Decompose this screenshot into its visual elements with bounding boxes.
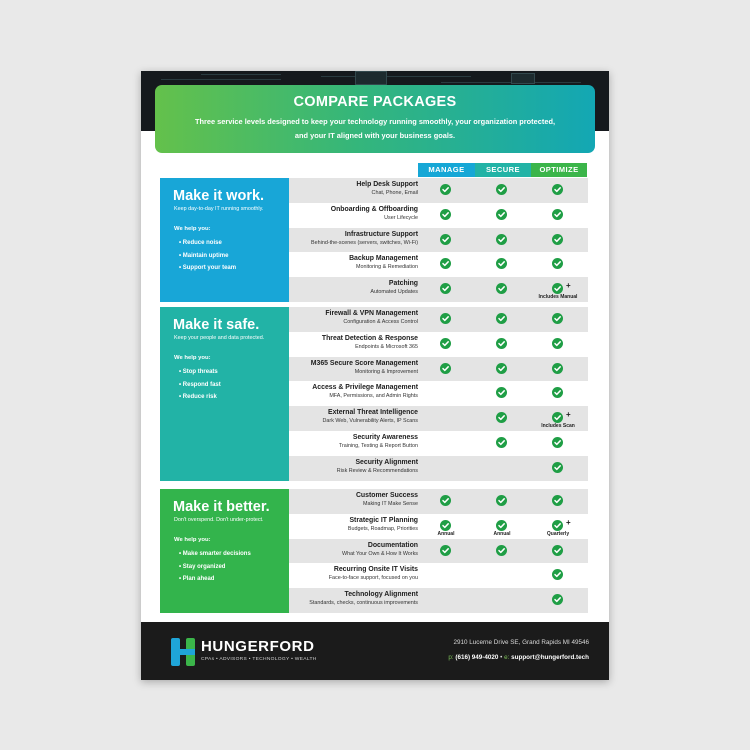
package-cell	[530, 489, 586, 513]
cell-note: Quarterly	[546, 530, 570, 537]
package-cell	[418, 381, 474, 405]
header-subtitle-line: and your IT aligned with your business goals.	[294, 131, 456, 140]
service-description: Monitoring & Remediation	[355, 264, 418, 271]
package-cell	[474, 588, 530, 612]
check-icon	[552, 258, 563, 269]
package-cell	[530, 406, 586, 430]
service-description: Budgets, Roadmap, Priorities	[347, 525, 418, 532]
package-cell	[418, 228, 474, 252]
plus-icon: +	[566, 410, 571, 420]
service-label	[268, 279, 418, 297]
service-row	[289, 588, 588, 613]
service-row	[289, 277, 588, 302]
service-name: Strategic IT Planning	[349, 516, 418, 524]
service-description: Making IT Make Sense	[362, 501, 418, 507]
package-cell	[418, 563, 474, 587]
service-label	[268, 433, 418, 451]
check-icon	[440, 258, 451, 269]
check-icon	[552, 234, 563, 245]
check-icon	[552, 462, 563, 473]
hungerford-logo-icon	[171, 638, 195, 666]
service-name: Documentation	[367, 541, 418, 549]
package-cell	[474, 489, 530, 513]
header-banner	[155, 85, 595, 153]
package-cell	[474, 332, 530, 356]
service-label	[268, 458, 418, 476]
service-name: Threat Detection & Response	[321, 334, 418, 342]
service-label	[268, 590, 418, 608]
service-description: Behind-the-scenes (servers, switches, Wi-Fi)	[311, 239, 418, 246]
benefit-item: • Maintain uptime	[179, 252, 229, 259]
package-cell	[530, 178, 586, 202]
cell-note: Includes Manual	[538, 294, 578, 301]
package-cell	[418, 277, 474, 301]
package-cell	[474, 178, 530, 202]
check-icon	[440, 209, 451, 220]
benefit-item: • Plan ahead	[179, 576, 215, 583]
check-icon	[552, 437, 563, 448]
check-icon	[552, 520, 563, 531]
service-row	[289, 252, 588, 277]
check-icon	[496, 184, 507, 195]
comparison-sheet	[141, 71, 609, 680]
service-row	[289, 456, 588, 481]
cell-note: Includes Scan	[541, 423, 575, 430]
check-icon	[552, 209, 563, 220]
service-label	[268, 309, 418, 327]
package-cell	[418, 203, 474, 227]
package-cell	[418, 178, 474, 202]
check-icon	[496, 363, 507, 374]
check-icon	[496, 520, 507, 531]
package-header-secure: SECURE	[475, 163, 531, 177]
package-cell	[530, 357, 586, 381]
package-cell	[530, 277, 586, 301]
section-title: Make it better.	[173, 499, 270, 515]
phone-label: p:	[448, 654, 454, 661]
package-cell	[474, 228, 530, 252]
service-name: Backup Management	[349, 255, 418, 263]
check-icon	[552, 313, 563, 324]
service-name: External Threat Intelligence	[328, 409, 418, 417]
package-cell	[418, 307, 474, 331]
service-name: Access & Privilege Management	[312, 384, 418, 392]
service-name: M365 Secure Score Management	[310, 359, 418, 367]
check-icon	[496, 338, 507, 349]
benefit-item: • Make smarter decisions	[179, 551, 251, 557]
service-label	[268, 254, 418, 272]
service-row	[289, 307, 588, 332]
service-description: Risk Review & Recommendations	[336, 467, 418, 474]
check-icon	[552, 338, 563, 349]
service-name: Security Awareness	[352, 433, 418, 441]
section-subtitle: Don't overspend. Don't under-protect.	[174, 517, 264, 523]
cell-note: Annual	[493, 530, 511, 537]
check-icon	[552, 412, 563, 423]
service-label	[268, 180, 418, 198]
check-icon	[496, 437, 507, 448]
service-label	[268, 541, 418, 559]
package-cell	[474, 357, 530, 381]
package-cell	[530, 456, 586, 480]
package-cell	[418, 588, 474, 612]
service-row	[289, 357, 588, 382]
section-title: Make it safe.	[173, 317, 260, 333]
check-icon	[496, 283, 507, 294]
package-cell	[530, 588, 586, 612]
service-label	[268, 516, 418, 534]
service-description: Standards, checks, continuous improvements	[309, 600, 418, 607]
check-icon	[440, 338, 451, 349]
service-row	[289, 381, 588, 406]
package-header-manage: MANAGE	[418, 163, 475, 177]
service-row	[289, 228, 588, 253]
service-name: Security Alignment	[355, 458, 418, 466]
check-icon	[440, 283, 451, 294]
package-cell	[530, 332, 586, 356]
section-subtitle: Keep your people and data protected.	[174, 335, 265, 341]
service-description: What Your Own & How It Works	[342, 550, 418, 557]
service-label	[268, 205, 418, 223]
service-label	[268, 383, 418, 401]
service-label	[268, 408, 418, 426]
brand-name: HUNGERFORD	[201, 638, 315, 655]
check-icon	[440, 495, 451, 506]
check-icon	[440, 545, 451, 556]
package-cell	[418, 539, 474, 563]
check-icon	[440, 363, 451, 374]
service-description: Chat, Phone, Email	[371, 190, 418, 196]
service-row	[289, 539, 588, 564]
service-label	[268, 334, 418, 352]
package-cell	[418, 332, 474, 356]
service-description: Endpoints & Microsoft 365	[355, 343, 418, 350]
package-cell	[474, 406, 530, 430]
benefit-item: • Reduce risk	[179, 394, 217, 401]
service-label	[268, 491, 418, 509]
package-cell	[418, 357, 474, 381]
check-icon	[552, 184, 563, 195]
page-title: COMPARE PACKAGES	[293, 94, 457, 110]
check-icon	[552, 387, 563, 398]
check-icon	[440, 234, 451, 245]
benefit-item: • Support your team	[179, 265, 237, 272]
package-cell	[474, 514, 530, 538]
service-name: Firewall & VPN Management	[325, 310, 418, 317]
header-subtitle-line: Three service levels designed to keep your technology running smoothly, your organization protected,	[194, 117, 556, 126]
check-icon	[552, 495, 563, 506]
package-cell	[474, 456, 530, 480]
service-name: Infrastructure Support	[344, 230, 418, 238]
service-row	[289, 489, 588, 514]
package-cell	[418, 252, 474, 276]
service-rows	[289, 489, 588, 613]
section-help-label: We help you:	[174, 355, 211, 361]
service-label	[268, 565, 418, 583]
service-description: Face-to-face support, focused on you	[328, 575, 418, 582]
benefit-item: • Respond fast	[179, 381, 221, 388]
service-description: Automated Updates	[370, 289, 418, 296]
service-description: User Lifecycle	[384, 214, 418, 221]
contact-separator: •	[500, 654, 503, 661]
package-headers	[418, 163, 587, 177]
package-cell	[530, 514, 586, 538]
section-help-label: We help you:	[174, 226, 211, 232]
service-name: Patching	[388, 280, 418, 288]
service-row	[289, 406, 588, 431]
service-description: MFA, Permissions, and Admin Rights	[329, 393, 418, 400]
email-address[interactable]: support@hungerford.tech	[511, 654, 589, 661]
check-icon	[496, 313, 507, 324]
section-title: Make it work.	[173, 188, 265, 204]
service-name: Onboarding & Offboarding	[330, 205, 418, 213]
package-cell	[474, 252, 530, 276]
package-cell	[530, 228, 586, 252]
package-cell	[474, 277, 530, 301]
benefit-item: • Stay organized	[179, 563, 226, 570]
check-icon	[552, 363, 563, 374]
service-rows	[289, 307, 588, 481]
package-cell	[530, 307, 586, 331]
footer-address: 2910 Lucerne Drive SE, Grand Rapids MI 49546	[453, 639, 589, 646]
service-row	[289, 431, 588, 456]
package-cell	[530, 203, 586, 227]
plus-icon: +	[566, 517, 571, 527]
check-icon	[552, 545, 563, 556]
check-icon	[440, 184, 451, 195]
package-cell	[474, 431, 530, 455]
package-cell	[474, 539, 530, 563]
service-row	[289, 203, 588, 228]
email-label: e:	[504, 654, 510, 661]
footer	[141, 622, 609, 680]
service-description: Dark Web, Vulnerability Alerts, IP Scans	[322, 418, 418, 425]
check-icon	[440, 520, 451, 531]
package-cell	[474, 563, 530, 587]
phone-number: (616) 949-4020	[455, 654, 499, 661]
service-label	[268, 359, 418, 377]
check-icon	[496, 412, 507, 423]
section-help-label: We help you:	[174, 537, 211, 543]
cell-note: Annual	[437, 530, 455, 537]
package-cell	[418, 431, 474, 455]
package-cell	[530, 381, 586, 405]
footer-contact	[448, 654, 589, 661]
service-row	[289, 563, 588, 588]
check-icon	[496, 545, 507, 556]
section-subtitle: Keep day-to-day IT running smoothly.	[174, 206, 264, 212]
package-cell	[474, 307, 530, 331]
service-description: Monitoring & Improvement	[354, 368, 418, 375]
package-cell	[474, 381, 530, 405]
service-name: Help Desk Support	[356, 181, 418, 188]
plus-icon: +	[566, 281, 571, 291]
service-name: Customer Success	[355, 492, 418, 499]
check-icon	[496, 234, 507, 245]
check-icon	[496, 209, 507, 220]
package-header-optimize: OPTIMIZE	[531, 163, 587, 177]
brand-tagline: CPAs • ADVISORS • TECHNOLOGY • WEALTH	[201, 657, 317, 662]
service-description: Configuration & Access Control	[343, 319, 418, 325]
package-cell	[530, 539, 586, 563]
package-cell	[418, 514, 474, 538]
benefit-item: • Reduce noise	[179, 240, 222, 246]
package-cell	[530, 431, 586, 455]
check-icon	[552, 569, 563, 580]
check-icon	[552, 594, 563, 605]
service-row	[289, 514, 588, 539]
check-icon	[496, 258, 507, 269]
check-icon	[440, 313, 451, 324]
package-cell	[418, 456, 474, 480]
package-cell	[418, 489, 474, 513]
package-cell	[474, 203, 530, 227]
service-row	[289, 332, 588, 357]
service-description: Training, Testing & Report Button	[338, 442, 418, 449]
check-icon	[496, 387, 507, 398]
package-cell	[530, 252, 586, 276]
service-row	[289, 178, 588, 203]
header-subtitle	[185, 115, 565, 143]
service-rows	[289, 178, 588, 302]
service-name: Recurring Onsite IT Visits	[333, 566, 418, 574]
package-cell	[418, 406, 474, 430]
check-icon	[552, 283, 563, 294]
service-name: Technology Alignment	[344, 591, 418, 599]
service-label	[268, 230, 418, 248]
package-cell	[530, 563, 586, 587]
check-icon	[496, 495, 507, 506]
benefit-item: • Stop threats	[179, 369, 218, 375]
